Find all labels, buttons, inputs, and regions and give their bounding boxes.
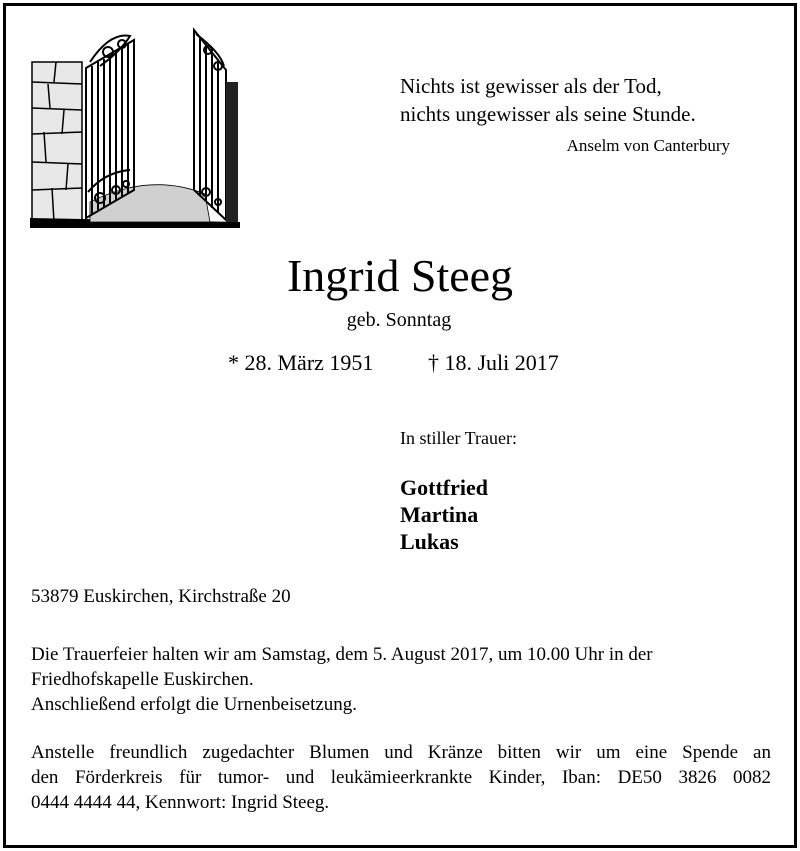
maiden-name-text: geb. Sonntag bbox=[346, 309, 452, 331]
deceased-name: Ingrid Steeg bbox=[286, 250, 514, 301]
quote-line-1: Nichts ist gewisser als der Tod, bbox=[400, 74, 662, 98]
address: 53879 Euskirchen, Kirchstraße 20 bbox=[31, 586, 291, 607]
birth-date: * 28. März 1951 bbox=[228, 350, 374, 375]
maiden-name bbox=[0, 309, 800, 332]
funeral-line-1: Die Trauerfeier halten wir am Samstag, dem 5. August 2017, um 10.00 Uhr in der bbox=[31, 644, 653, 665]
death-date: † 18. Juli 2017 bbox=[428, 350, 559, 375]
mourners-list bbox=[400, 474, 488, 555]
donation-line-2: den Förderkreis für tumor- und leukämieerkrankte Kinder, Iban: DE50 3826 0082 bbox=[31, 767, 771, 788]
quote bbox=[400, 72, 740, 128]
donation-paragraph bbox=[31, 740, 771, 815]
donation-line-3: 0444 4444 44, Kennwort: Ingrid Steeg. bbox=[31, 792, 330, 813]
open-gate-illustration bbox=[30, 22, 240, 228]
quote-author: Anselm von Canterbury bbox=[566, 136, 730, 155]
funeral-line-2: Friedhofskapelle Euskirchen. bbox=[31, 669, 254, 690]
mourning-heading: In stiller Trauer: bbox=[400, 428, 517, 448]
mourner-name: Lukas bbox=[400, 529, 459, 554]
mourner-name: Martina bbox=[400, 502, 479, 527]
funeral-paragraph bbox=[31, 642, 771, 717]
donation-line-1: Anstelle freundlich zugedachter Blumen und Kränze bitten wir um eine Spende an bbox=[31, 742, 771, 763]
quote-line-2: nichts ungewisser als seine Stunde. bbox=[400, 102, 696, 126]
funeral-line-3: Anschließend erfolgt die Urnenbeisetzung. bbox=[31, 694, 358, 715]
mourner-name: Gottfried bbox=[400, 475, 488, 500]
